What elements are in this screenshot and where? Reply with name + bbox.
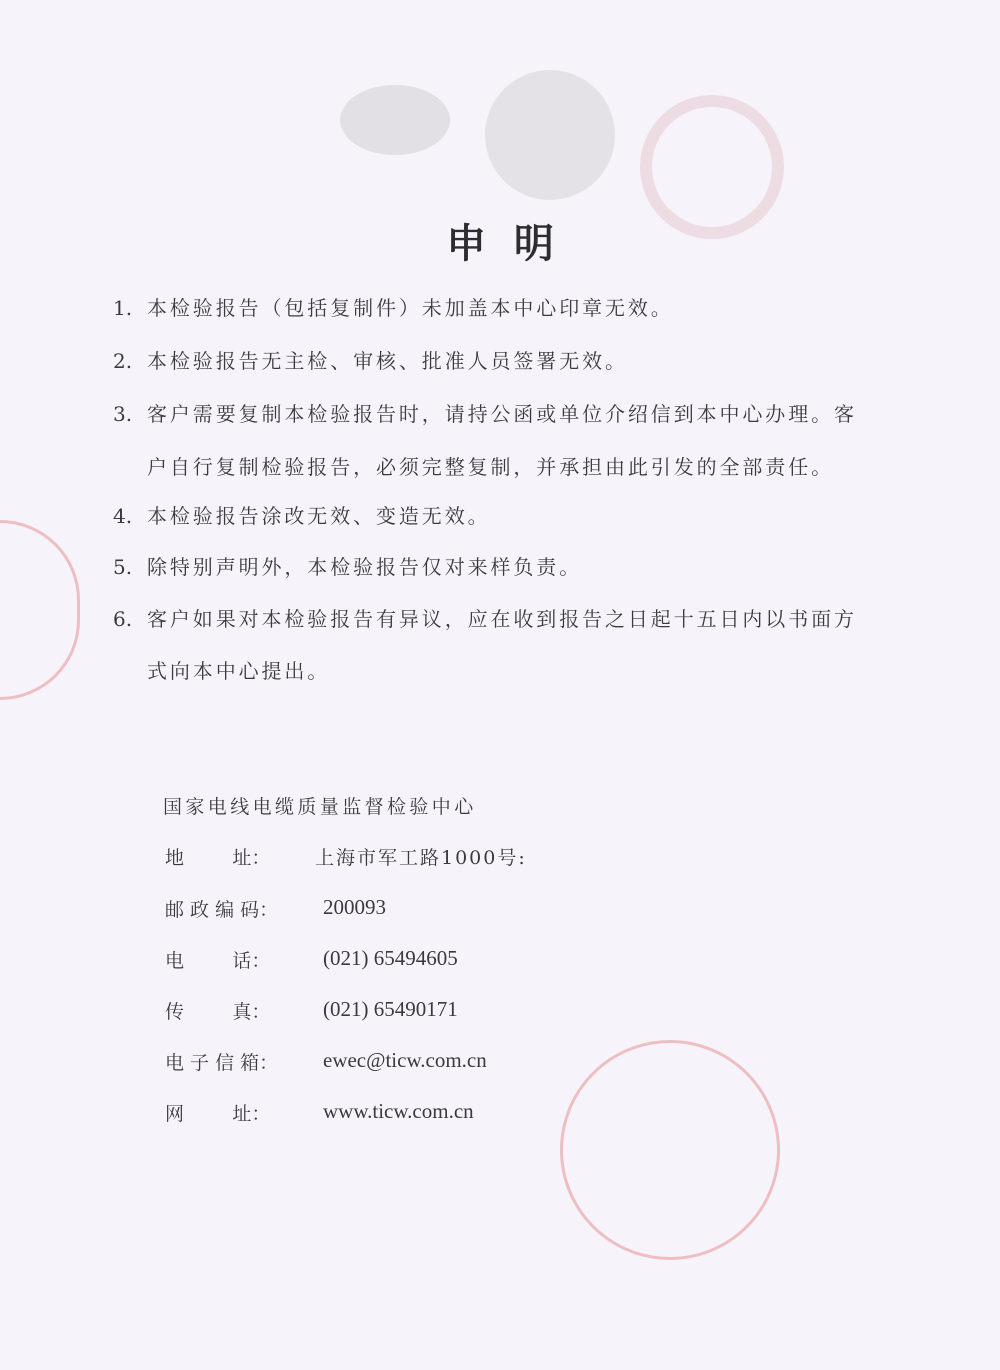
statement-item-3-cont: 户自行复制检验报告，必须完整复制，并承担由此引发的全部责任。 — [147, 455, 834, 479]
website-label: 网 址： — [165, 1103, 271, 1125]
red-stamp-left — [0, 520, 80, 700]
item-number: 5. — [113, 555, 133, 579]
bleed-logo-ilac — [485, 70, 615, 200]
item-text: 除特别声明外，本检验报告仅对来样负责。 — [147, 555, 583, 579]
postcode-row — [165, 895, 665, 925]
postcode-label: 邮 政 编 码： — [165, 899, 279, 921]
statement-item-1 — [113, 292, 674, 321]
phone-value: (021) 65494605 — [323, 946, 458, 970]
item-text: 本检验报告涂改无效、变造无效。 — [147, 504, 491, 528]
item-text: 本检验报告（包括复制件）未加盖本中心印章无效。 — [147, 296, 674, 320]
website-row — [165, 1099, 665, 1129]
email-row — [165, 1048, 665, 1078]
item-text: 客户需要复制本检验报告时，请持公函或单位介绍信到本中心办理。客 — [147, 402, 857, 426]
statement-item-4 — [113, 500, 491, 529]
organization-name: 国家电线电缆质量监督检验中心 — [163, 796, 477, 818]
item-text: 本检验报告无主检、审核、批准人员签署无效。 — [147, 349, 628, 373]
phone-label: 电 话： — [165, 950, 271, 972]
bleed-logo-cma — [640, 95, 784, 239]
item-number: 3. — [113, 402, 133, 426]
statement-item-3 — [113, 398, 857, 427]
address-row — [165, 843, 665, 873]
bleed-logo-cnas — [340, 85, 450, 155]
item-number: 4. — [113, 504, 133, 528]
email-label: 电 子 信 箱： — [165, 1052, 279, 1074]
item-number: 2. — [113, 349, 133, 373]
fax-label: 传 真： — [165, 1001, 271, 1023]
fax-row — [165, 997, 665, 1027]
postcode-value: 200093 — [323, 895, 386, 919]
statement-item-6 — [113, 603, 857, 632]
email-value[interactable]: ewec@ticw.com.cn — [323, 1048, 487, 1072]
address-value: 上海市军工路1000号: — [315, 847, 527, 869]
item-number: 6. — [113, 607, 133, 631]
item-text: 客户如果对本检验报告有异议，应在收到报告之日起十五日内以书面方 — [147, 607, 857, 631]
phone-row — [165, 946, 665, 976]
item-number: 1. — [113, 296, 133, 320]
statement-item-2 — [113, 345, 628, 374]
statement-item-5 — [113, 551, 582, 580]
address-label: 地 址： — [165, 847, 271, 869]
website-value[interactable]: www.ticw.com.cn — [323, 1099, 474, 1123]
fax-value: (021) 65490171 — [323, 997, 458, 1021]
statement-item-6-cont: 式向本中心提出。 — [147, 659, 331, 683]
page-title: 申 明 — [446, 221, 554, 267]
